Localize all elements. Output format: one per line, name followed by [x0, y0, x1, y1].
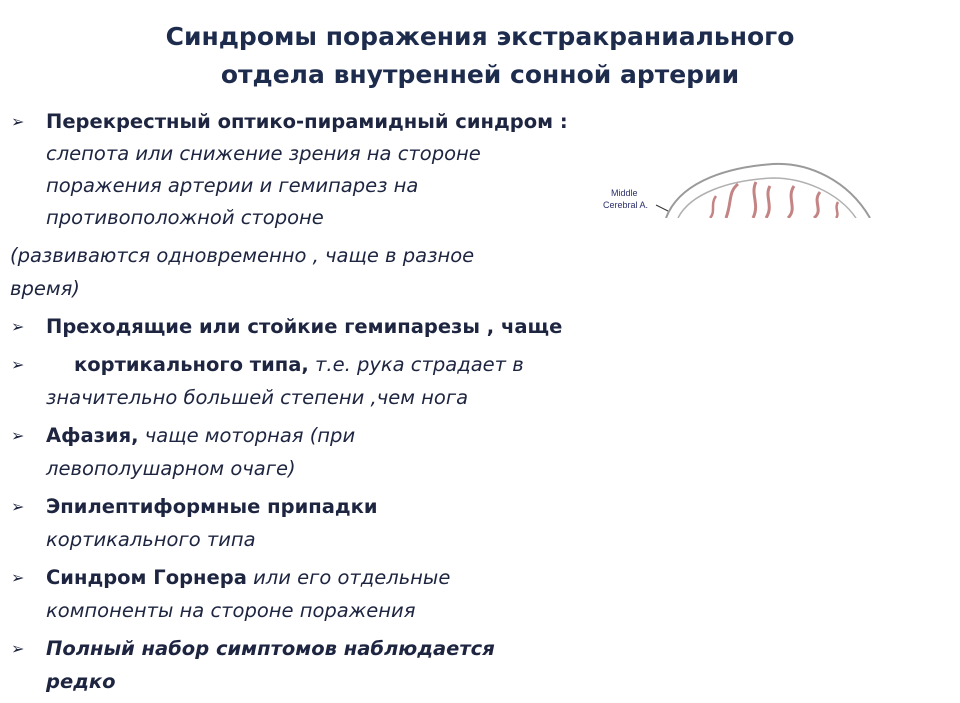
slide-title	[0, 18, 960, 94]
note-text: (развиваются одновременно , чаще в разное время)	[10, 244, 475, 300]
artery-branch	[814, 192, 820, 218]
figure-label-line-2: Cerebral A.	[603, 200, 649, 210]
slide-title-line-2: отдела внутренней сонной артерии	[220, 60, 740, 89]
item-italic-text: или его отдельные компоненты на стороне поражения	[46, 566, 451, 622]
brain-artery-figure	[598, 156, 874, 218]
arrow-bullet-icon: ➢	[11, 497, 25, 516]
list-item	[0, 106, 590, 234]
artery-branch	[766, 186, 770, 218]
list-item	[0, 632, 590, 698]
arrow-bullet-icon: ➢	[11, 426, 25, 445]
item-bold-text: Преходящие или стойкие гемипарезы , чаще	[46, 315, 563, 338]
figure-pointer-line	[656, 205, 668, 211]
list-item	[0, 561, 590, 627]
list-item	[0, 310, 590, 343]
artery-branch	[788, 186, 794, 218]
item-italic-text: чаще моторная (при левополушарном очаге)	[46, 424, 356, 480]
item-bold-text: Перекрестный оптико-пирамидный синдром :	[46, 110, 568, 133]
item-bold-italic-text: Полный набор симптомов наблюдается редко	[46, 637, 495, 693]
arrow-bullet-icon: ➢	[11, 355, 25, 374]
item-italic-text: т.е. рука страдает в значительно большей степени ,чем нога	[46, 353, 524, 409]
artery-branch	[753, 182, 756, 218]
artery-branch	[836, 202, 838, 218]
slide-title-line-1: Синдромы поражения экстракраниального	[165, 22, 795, 51]
list-item	[0, 419, 590, 485]
item-bold-text: Эпилептиформные припадки	[46, 495, 378, 518]
list-note	[0, 239, 590, 305]
list-item	[0, 348, 590, 414]
item-italic-text: слепота или снижение зрения на стороне поражения артерии и гемипарез на противоположной стороне	[46, 142, 481, 229]
artery-branch	[710, 196, 716, 218]
arrow-bullet-icon: ➢	[11, 317, 25, 336]
item-bold-text: Синдром Горнера	[46, 566, 247, 589]
syndrome-list	[0, 106, 590, 703]
item-bold-text: кортикального типа,	[74, 353, 309, 376]
list-item	[0, 490, 590, 556]
figure-label-line-1: Middle	[611, 188, 638, 198]
item-italic-text: кортикального типа	[46, 528, 256, 551]
arrow-bullet-icon: ➢	[11, 639, 25, 658]
brain-artery-illustration	[598, 156, 874, 218]
arrow-bullet-icon: ➢	[11, 112, 25, 131]
arrow-bullet-icon: ➢	[11, 568, 25, 587]
item-bold-text: Афазия,	[46, 424, 139, 447]
artery-branch	[726, 184, 738, 218]
